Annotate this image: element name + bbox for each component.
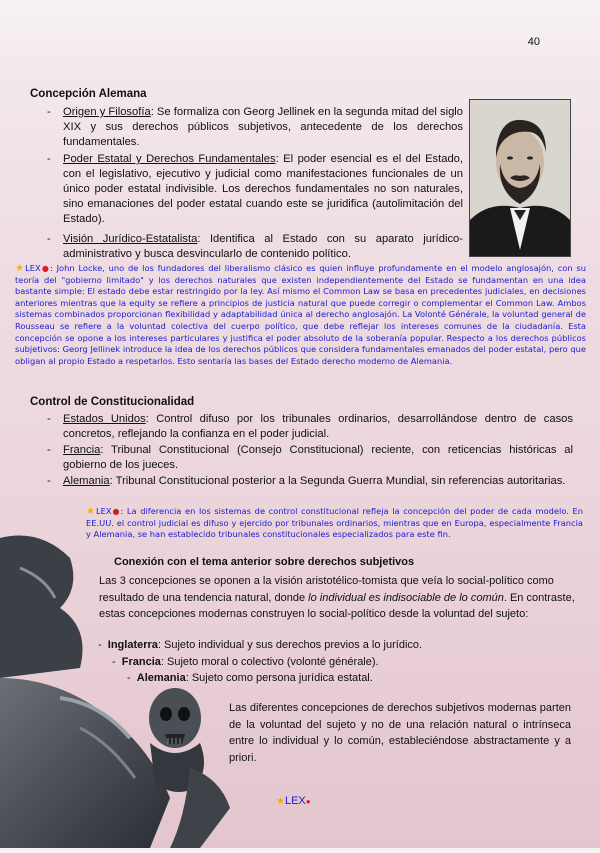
item-text: : Se formaliza con Georg Jellinek en la segunda mitad del siglo XIX y sus derechos públicos subjetivos, antecedente de los derechos fundamentales.: [63, 106, 464, 148]
lex-label: LEX: [25, 263, 41, 273]
lex-label: LEX: [284, 795, 306, 807]
item-term: Visión Jurídico-Estatalista: [63, 233, 198, 245]
item-term: Poder Estatal y Derechos Fundamentales: [63, 153, 276, 165]
item-term: Francia: [63, 444, 101, 456]
section-heading-concepcion-alemana: Concepción Alemana: [30, 88, 147, 100]
sub-item-francia: - Francia: Sujeto moral o colectivo (volonté générale).: [112, 656, 379, 668]
item-term: Alemania: [63, 475, 110, 487]
item-text: : Control difuso por los tribunales ordinarios, desarrollándose dentro de casos concretos, reflejando la confianza en el poder judicial.: [63, 413, 574, 440]
sub-text: : Sujeto como persona jurídica estatal.: [185, 672, 373, 684]
list-item-estados-unidos: - Estados Unidos: Control difuso por los tribunales ordinarios, desarrollándose dentro de casos concretos, reflejando la confianza en el poder judicial.: [47, 413, 574, 440]
sub-item-inglaterra: - Inglaterra: Sujeto individual y sus derechos previos a lo jurídico.: [98, 639, 423, 651]
sub-text: : Sujeto individual y sus derechos previos a lo jurídico.: [157, 639, 423, 651]
list-item-origen: - Origen y Filosofía: Se formaliza con Georg Jellinek en la segunda mitad del siglo XIX y sus derechos públicos subjetivos, antecedente de los derechos fundamentales.: [47, 106, 464, 148]
lex-note-1: [15, 263, 586, 367]
closing-paragraph: Las diferentes concepciones de derechos subjetivos modernas parten de la voluntad del sujeto y no de una relación natural o intrínseca entre lo individual y lo común, estableciéndose abstractamente y a priori.: [229, 702, 571, 764]
item-term: Origen y Filosofía: [63, 106, 151, 118]
section-heading-control: Control de Constitucionalidad: [30, 396, 195, 408]
sub-term: Alemania: [136, 672, 186, 684]
item-text: : El poder esencial es el del Estado, con el legislativo, ejecutivo y judicial como manifestaciones funcionales de un único poder estatal indivisible. Los derechos fundamentales no son naturales, sino emanaciones del poder estatal cuando este se juridifica (autolimitación del Estado).: [63, 153, 464, 225]
star-icon: ★: [86, 506, 96, 517]
page-number: 40: [527, 36, 540, 48]
note-text: : John Locke, uno de los fundadores del liberalismo clásico es quien influye profundamente en el modelo anglosajón, con su teoría del "gobierno limitado" y los derechos naturales que existen independientemente del Estado se fundamentan en una idea bastante simple: El estado debe estar restringido por la ley. Así mismo el Common Law se basa en precedentes judiciales, en decisiones anteriores mientras que la equity se refiere a principios de justicia natural que puede corregir o complementar el Common Law. Ambos sistemas combinados proporcionan flexibilidad y adaptabilidad única al derecho anglosajón. La Volonté Générale, la voluntad general de Rousseau se refiere a la voluntad colectiva del cuerpo político, que debe reflejar los intereses comunes de la ciudadanía. Esta concepción se opone a los intereses particulares y justifica el poder absoluto de la soberanía popular. Respecto a los derechos públicos subjetivos: Georg Jellinek introduce la idea de los derechos públicos que considera fundamentales emanados del poder estatal, pero que obligan al propio Estado a respetarlos. Esto sentaría las bases del Estado derecho moderno de Alemania.: [15, 263, 587, 366]
connection-text-part: Las 3 concepciones se oponen a la visión aristotélico-tomista que veía lo social-político como resultado de una tendencia natural, donde: [99, 575, 554, 604]
connection-title: Conexión con el tema anterior sobre derechos subjetivos: [114, 556, 415, 568]
item-text: : Tribunal Constitucional (Consejo Constitucional) reciente, con reticencias históricas al gobierno de los jueces.: [63, 444, 573, 471]
sub-term: Inglaterra: [107, 639, 158, 651]
drop-icon: ●: [40, 264, 51, 273]
list-item-vision: - Visión Jurídico-Estatalista: Identifica al Estado con su aparato jurídico-administrativo y busca desvincularlo de contenido político.: [47, 233, 463, 260]
jellinek-portrait: [469, 99, 571, 257]
drop-icon: ●: [305, 797, 311, 806]
lex-label: LEX: [95, 506, 112, 516]
list-item-poder-estatal: - Poder Estatal y Derechos Fundamentales: El poder esencial es el del Estado, con el legislativo, ejecutivo y judicial como manifestaciones funcionales de un único poder estatal indivisible. Los derechos fundamentales no son naturales, sino emanaciones del poder estatal cuando este se juridifica (autolimitación del Estado).: [47, 153, 464, 225]
list-item-alemania: - Alemania: Tribunal Constitucional posterior a la Segunda Guerra Mundial, sin referencias autoritarias.: [47, 475, 566, 487]
footer-lex: [276, 795, 311, 807]
connection-text-italic: lo individual es indisociable de lo común: [308, 591, 504, 604]
drop-icon: ●: [111, 507, 121, 516]
sub-term: Francia: [121, 656, 161, 668]
list-item-francia: - Francia: Tribunal Constitucional (Consejo Constitucional) reciente, con reticencias históricas al gobierno de los jueces.: [47, 444, 573, 471]
item-term: Estados Unidos: [63, 413, 146, 425]
connection-text: [99, 573, 577, 623]
connection-text-part: . En contraste, estas concepciones modernas construyen lo social-político desde la voluntad del sujeto:: [99, 591, 575, 620]
item-text: : Tribunal Constitucional posterior a la Segunda Guerra Mundial, sin referencias autoritarias.: [109, 475, 566, 487]
note-text: : La diferencia en los sistemas de control constitucional refleja la concepción del poder de cada modelo. En EE.UU. el control judicial es difuso y ejercido por tribunales ordinarios, mientras que en Europa, especialmente Francia y Alemania, se han establecido tribunales constitucionales especializados para este fin.: [86, 506, 584, 540]
sub-text: : Sujeto moral o colectivo (volonté générale).: [160, 656, 379, 668]
star-icon: ★: [15, 263, 26, 274]
star-icon: ★: [276, 796, 285, 807]
item-text: : Identifica al Estado con su aparato jurídico-administrativo y busca desvincularlo de contenido político.: [63, 233, 463, 260]
sub-item-alemania: - Alemania: Sujeto como persona jurídica estatal.: [127, 672, 373, 684]
